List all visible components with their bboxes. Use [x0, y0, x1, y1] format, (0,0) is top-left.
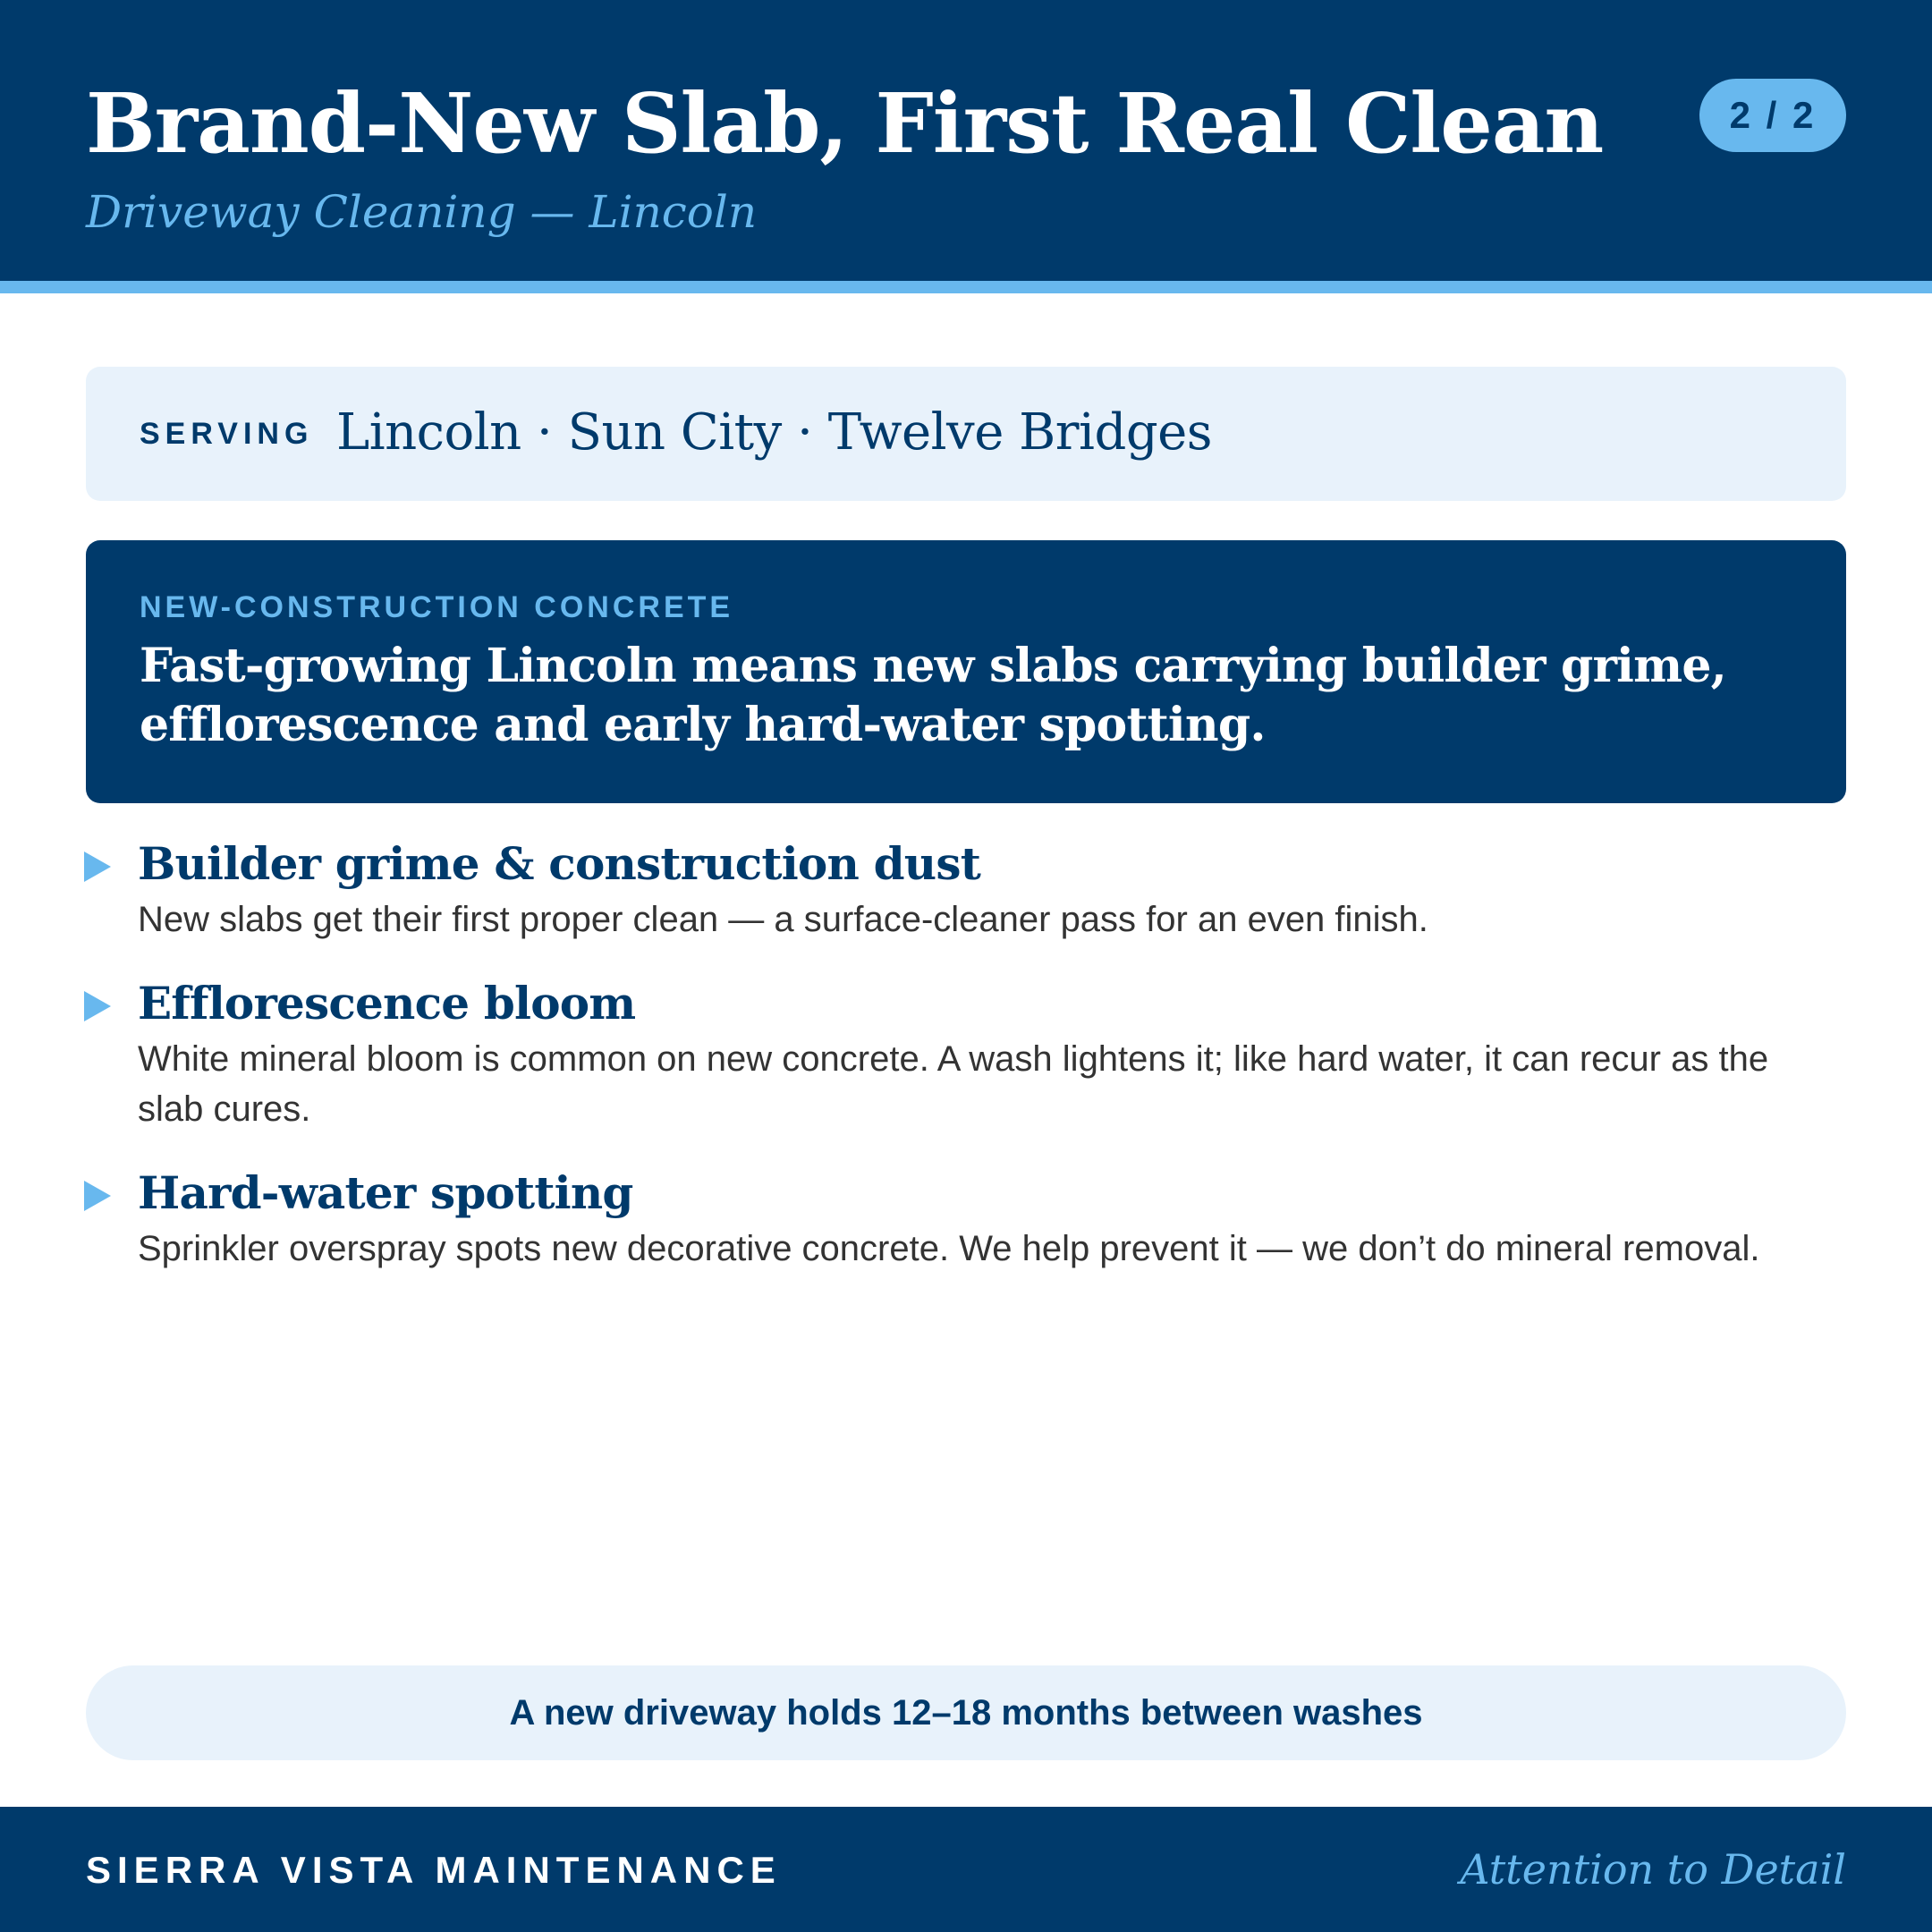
list-item-title: Efflorescence bloom — [138, 977, 636, 1030]
serving-area-panel — [86, 367, 1846, 501]
list-item-title: Hard-water spotting — [138, 1166, 633, 1219]
callout-text: Fast-growing Lincoln means new slabs carrying builder grime, efflorescence and early hard-water spotting. — [140, 639, 1726, 752]
page-subtitle: Driveway Cleaning — Lincoln — [86, 186, 758, 238]
page-indicator-badge: 2 / 2 — [1699, 79, 1846, 152]
brand-name: SIERRA VISTA MAINTENANCE — [86, 1849, 782, 1891]
callout-panel — [86, 540, 1846, 803]
list-item-description: Sprinkler overspray spots new decorative concrete. We help prevent it — we don’t do mineral removal. — [138, 1229, 1760, 1268]
triangle-right-icon — [84, 991, 111, 1021]
header — [0, 0, 1932, 293]
list-item-description: New slabs get their first proper clean — a surface-cleaner pass for an even finish. — [138, 900, 1428, 939]
serving-places: Lincoln · Sun City · Twelve Bridges — [336, 403, 1213, 462]
serving-label: SERVING — [140, 417, 314, 451]
callout-kicker: NEW-CONSTRUCTION CONCRETE — [140, 590, 734, 624]
page-title: Brand-New Slab, First Real Clean — [86, 75, 1604, 172]
list-item-description: White mineral bloom is common on new concrete. A wash lightens it; like hard water, it can recur as the slab cures. — [138, 1039, 1769, 1129]
brand-tagline: Attention to Detail — [1460, 1845, 1846, 1894]
triangle-right-icon — [84, 1181, 111, 1211]
list-item-title: Builder grime & construction dust — [138, 837, 980, 890]
highlight-banner: A new driveway holds 12–18 months between washes — [86, 1665, 1846, 1760]
footer — [0, 1807, 1932, 1932]
triangle-right-icon — [84, 852, 111, 882]
